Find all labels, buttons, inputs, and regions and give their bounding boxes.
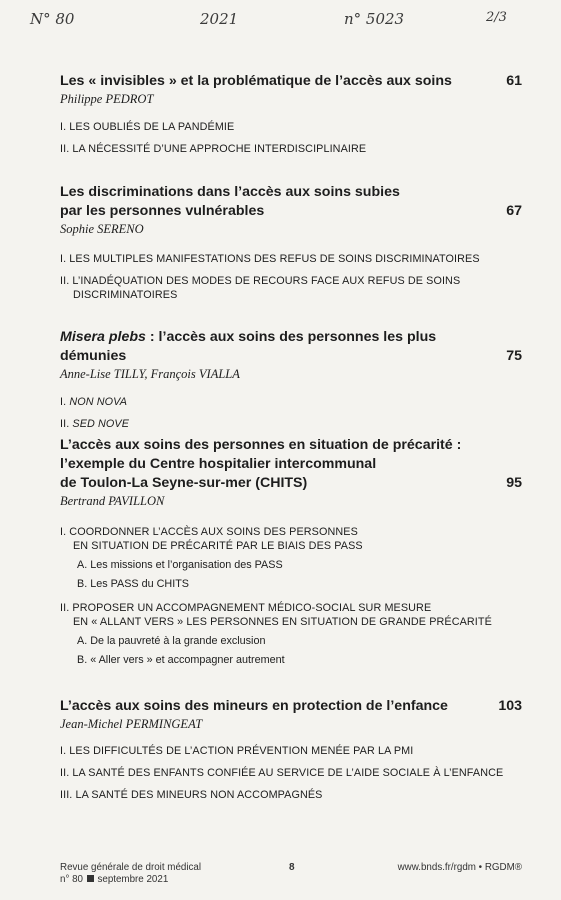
section-number: I. — [60, 396, 70, 408]
issue-number: n° 80 — [60, 874, 83, 885]
section-text: NON NOVA — [69, 396, 128, 408]
section-line-continued: EN « ALLANT VERS » LES PERSONNES EN SITUATION DE GRANDE PRÉCARITÉ — [73, 616, 492, 628]
entry-title: L’accès aux soins des mineurs en protection de l’enfance — [60, 698, 448, 714]
section-item: II. LA SANTÉ DES ENFANTS CONFIÉE AU SERVICE DE L’AIDE SOCIALE À L’ENFANCE — [60, 767, 504, 779]
entry-title: Les « invisibles » et la problématique de l’accès aux soins — [60, 73, 452, 89]
entry-authors: Jean-Michel PERMINGEAT — [60, 717, 203, 731]
entry-title-row — [60, 72, 522, 91]
subsection-item: B. « Aller vers » et accompagner autrement — [77, 654, 285, 666]
section-line — [60, 525, 522, 553]
entry-title-line: de Toulon-La Seyne-sur-mer (CHITS) — [60, 475, 308, 491]
subsection-item: A. De la pauvreté à la grande exclusion — [77, 635, 266, 647]
entry-page-number: 61 — [506, 73, 522, 89]
entry-sections — [60, 744, 522, 802]
entry-authors: Bertrand PAVILLON — [60, 494, 165, 508]
journal-name: Revue générale de droit médical — [60, 862, 202, 873]
section-number: II. — [60, 418, 73, 430]
section-line-first: I. COORDONNER L’ACCÈS AUX SOINS DES PERSONNES — [60, 526, 358, 538]
issue-info — [60, 874, 168, 885]
handwritten-sheet-count: 2/3 — [486, 10, 507, 25]
entry-title-line: par les personnes vulnérables — [60, 203, 265, 219]
entry-title — [60, 328, 470, 366]
section-item — [60, 601, 522, 667]
entry-title-row — [60, 183, 522, 221]
entry-sections — [60, 120, 522, 156]
website: www.bnds.fr/rgdm • RGDM® — [397, 862, 522, 873]
entry-page-number: 67 — [506, 203, 522, 219]
section-item: III. LA SANTÉ DES MINEURS NON ACCOMPAGNÉS — [60, 789, 323, 801]
section-line — [60, 601, 522, 629]
entry-authors: Philippe PEDROT — [60, 92, 154, 106]
section-item: II. LA NÉCESSITÉ D’UNE APPROCHE INTERDISCIPLINAIRE — [60, 143, 367, 155]
section-line-first: II. PROPOSER UN ACCOMPAGNEMENT MÉDICO-SOCIAL SUR MESURE — [60, 602, 432, 614]
entry-page-number: 103 — [498, 698, 522, 714]
entry-title-line: Les discriminations dans l’accès aux soins subies — [60, 184, 400, 200]
entry-title-line: L’accès aux soins des personnes en situation de précarité : — [60, 437, 462, 453]
entry-title-row — [60, 697, 522, 716]
section-item — [60, 274, 522, 302]
entry-authors: Anne-Lise TILLY, François VIALLA — [60, 367, 240, 381]
handwritten-reference: n° 5023 — [344, 10, 405, 28]
entry-title-rest: : l’accès aux soins des personnes les plus démunies — [60, 329, 437, 364]
toc-entry-mineurs — [60, 697, 522, 810]
page-number: 8 — [289, 862, 295, 873]
toc-entry-invisibles — [60, 72, 522, 164]
square-bullet-icon — [87, 875, 94, 882]
entry-sections — [60, 395, 522, 431]
section-line: II. L’INADÉQUATION DES MODES DE RECOURS FACE AUX REFUS DE SOINS — [60, 275, 461, 287]
toc-entry-misera-plebs — [60, 328, 522, 439]
entry-sections — [60, 525, 522, 667]
section-text: SED NOVE — [72, 418, 130, 430]
entry-title-row — [60, 436, 522, 493]
entry-title-row — [60, 328, 522, 366]
section-item: I. LES DIFFICULTÉS DE L’ACTION PRÉVENTION MENÉE PAR LA PMI — [60, 745, 414, 757]
entry-authors: Sophie SERENO — [60, 222, 144, 236]
entry-page-number: 75 — [506, 348, 522, 364]
section-line-continued: DISCRIMINATOIRES — [73, 289, 178, 301]
toc-entry-precarite — [60, 436, 522, 675]
subsection-item: B. Les PASS du CHITS — [77, 578, 190, 590]
handwritten-year: 2021 — [200, 10, 239, 28]
section-item: I. LES OUBLIÉS DE LA PANDÉMIE — [60, 121, 235, 133]
subsection-item: A. Les missions et l’organisation des PASS — [77, 559, 283, 571]
entry-sections — [60, 252, 522, 302]
entry-title-italic: Misera plebs — [60, 329, 146, 345]
section-item — [60, 525, 522, 591]
entry-title-line: l’exemple du Centre hospitalier intercommunal — [60, 456, 377, 472]
section-item — [60, 395, 522, 409]
toc-entry-discriminations — [60, 183, 522, 310]
handwritten-issue-number: N° 80 — [30, 10, 75, 28]
section-item: I. LES MULTIPLES MANIFESTATIONS DES REFUS DE SOINS DISCRIMINATOIRES — [60, 253, 480, 265]
issue-date: septembre 2021 — [97, 874, 169, 885]
section-line-continued: EN SITUATION DE PRÉCARITÉ PAR LE BIAIS DES PASS — [73, 540, 363, 552]
section-item — [60, 417, 522, 431]
entry-page-number: 95 — [506, 475, 522, 491]
